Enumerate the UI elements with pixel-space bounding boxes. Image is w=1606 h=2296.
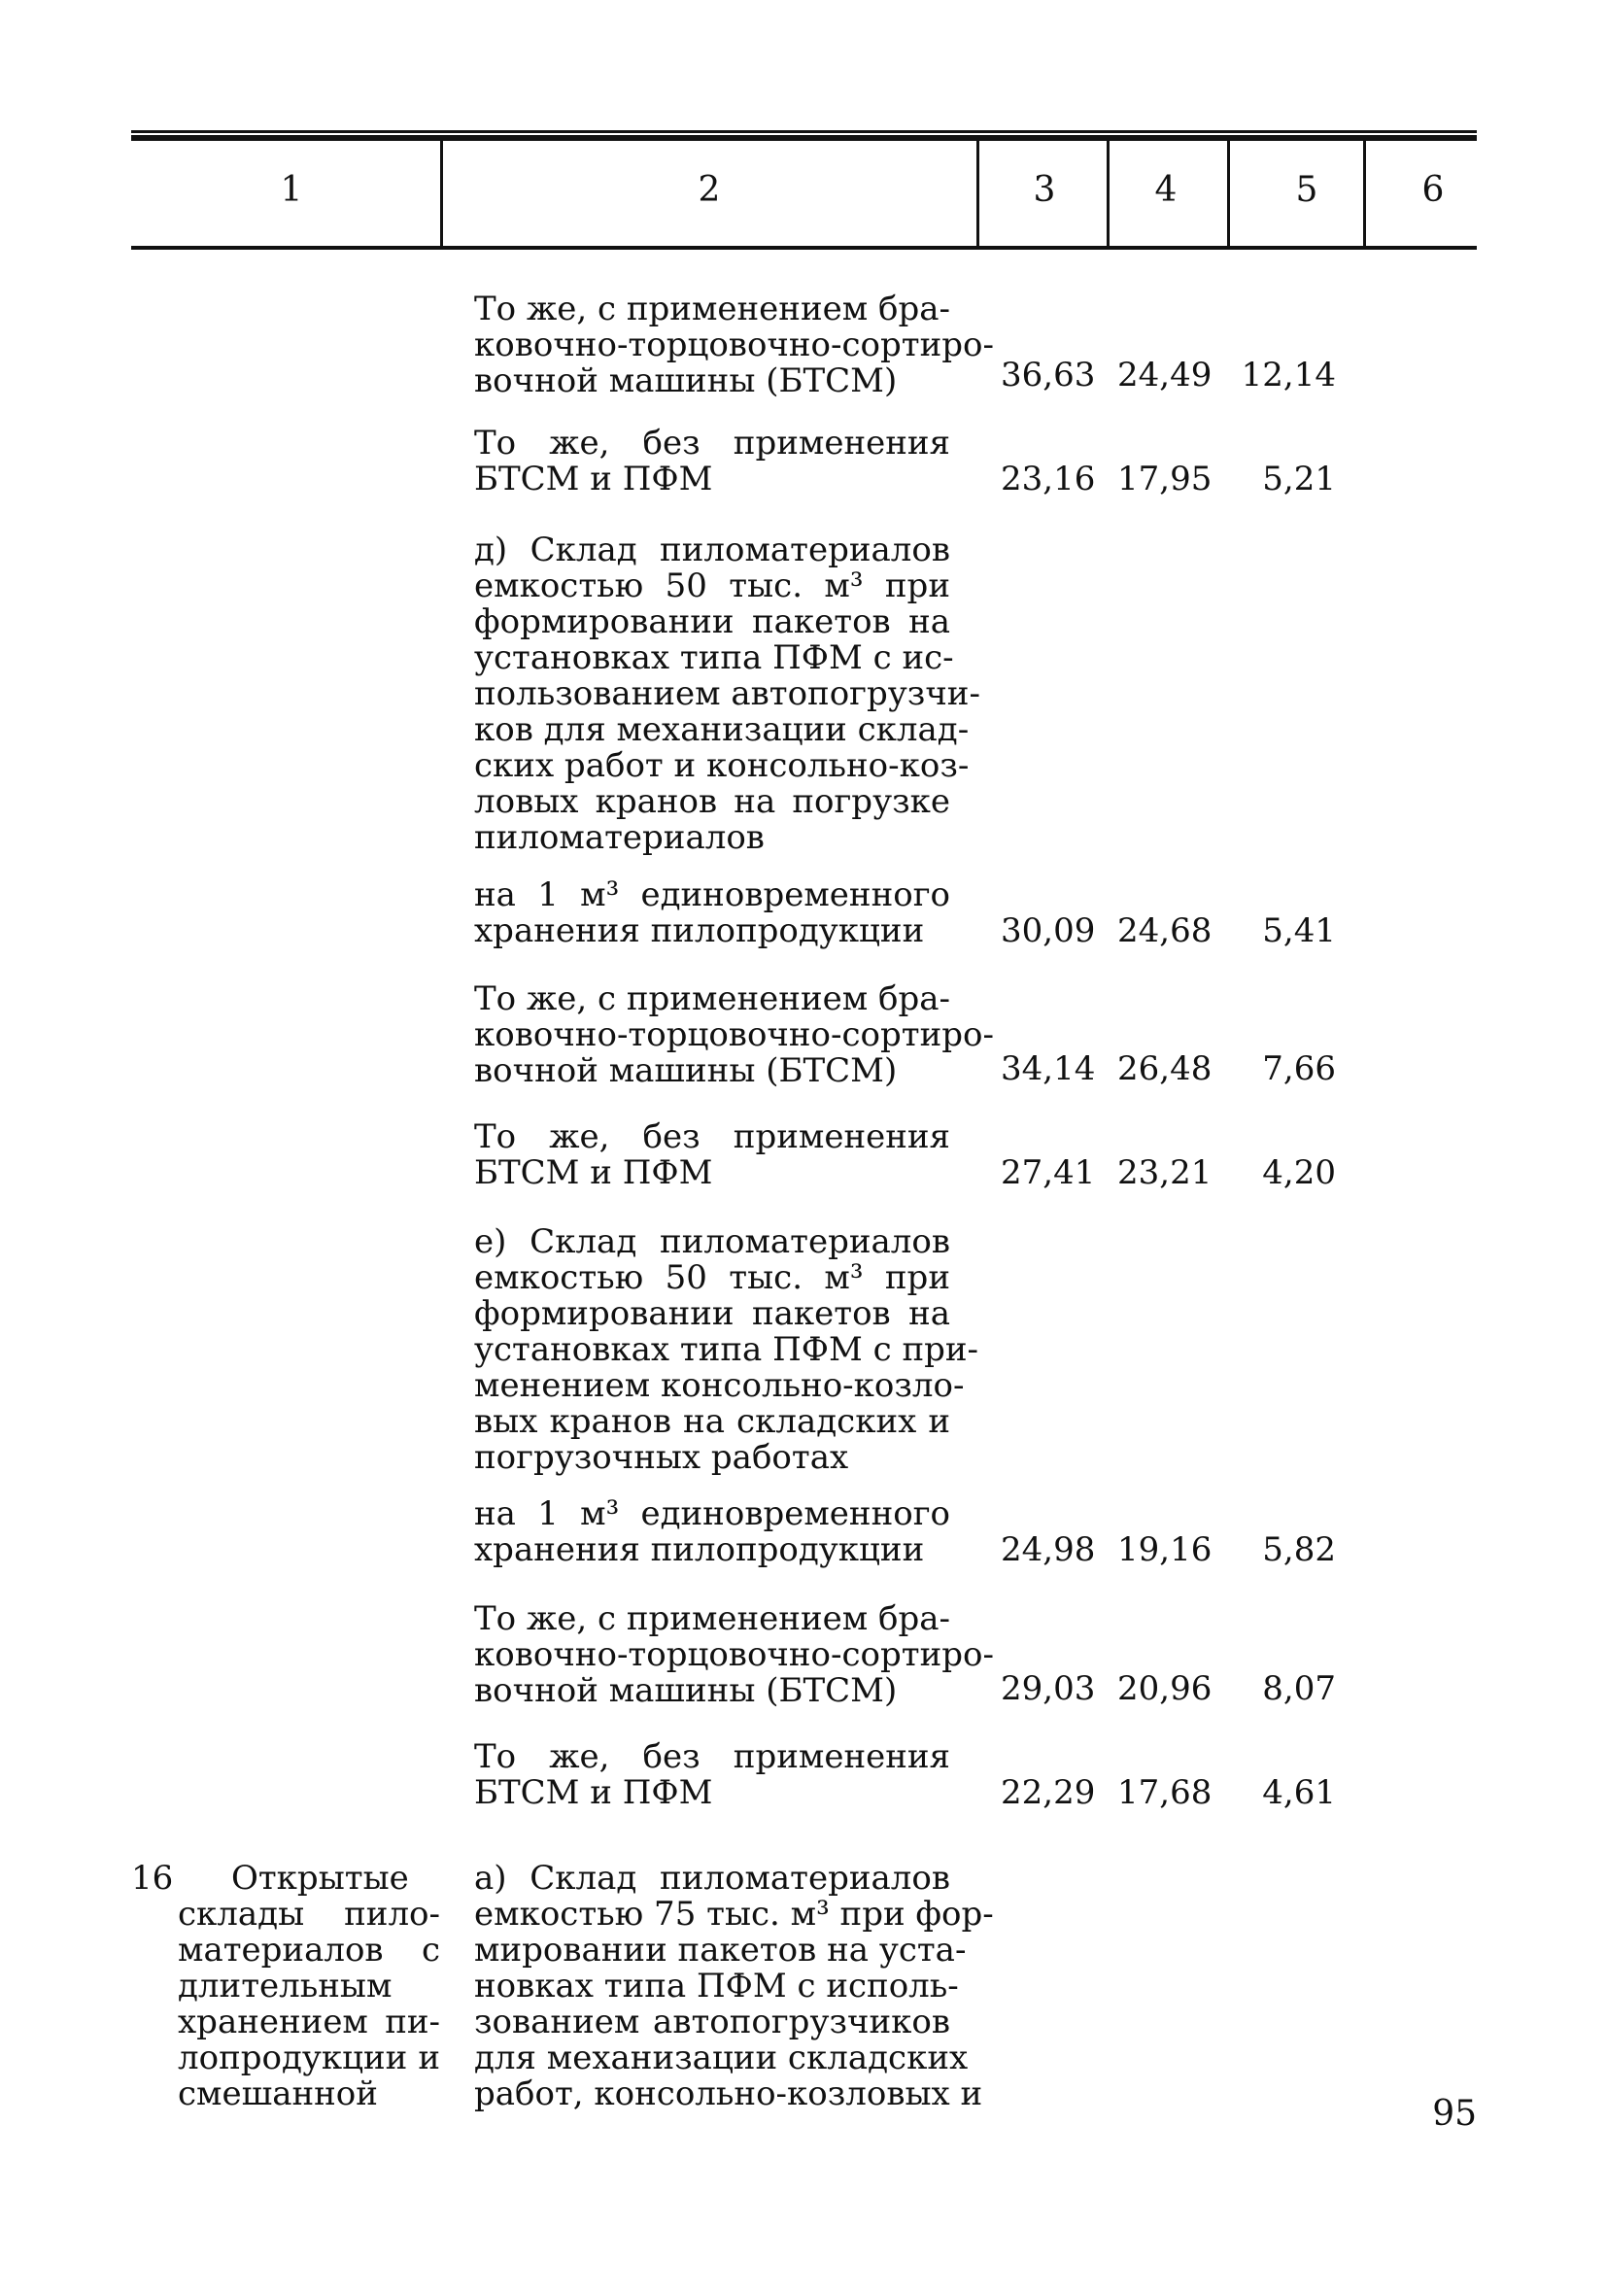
header-col-divider-2 bbox=[976, 141, 979, 246]
row-description: а) Склад пиломатериалов емкостью 75 тыс. м³ при фор- мировании пакетов на уста- новках типа ПФМ с исполь- зованием автопогрузчиков для механизации складских работ, консольно-козловых и bbox=[474, 1859, 994, 2113]
value-col-4: 19,16 bbox=[1117, 1530, 1213, 1569]
value-col-4: 20,96 bbox=[1117, 1669, 1213, 1708]
value-col-4: 24,49 bbox=[1117, 356, 1213, 394]
value-col-3: 22,29 bbox=[1001, 1773, 1096, 1812]
row-16-category: Открытые склады пило- материалов с длительным хранением пи- лопродукции и смешанной bbox=[178, 1859, 440, 2113]
value-col-5: 8,07 bbox=[1262, 1669, 1336, 1708]
value-col-5: 5,21 bbox=[1262, 460, 1336, 498]
value-col-3: 30,09 bbox=[1001, 911, 1096, 950]
value-col-4: 23,21 bbox=[1117, 1153, 1213, 1192]
value-col-3: 24,98 bbox=[1001, 1530, 1096, 1569]
value-col-4: 24,68 bbox=[1117, 911, 1213, 950]
header-col-1: 1 bbox=[280, 170, 303, 210]
row-description: на 1 м³ единовременного хранения пилопродукции bbox=[474, 1494, 950, 1569]
row-description: То же, с применением бра- ковочно-торцовочно-сортиро- вочной машины (БТСМ) bbox=[474, 1599, 994, 1710]
header-col-2: 2 bbox=[698, 170, 721, 210]
header-col-divider-4 bbox=[1227, 141, 1230, 246]
header-col-6: 6 bbox=[1421, 170, 1445, 210]
value-col-3: 29,03 bbox=[1001, 1669, 1096, 1708]
value-col-5: 7,66 bbox=[1262, 1049, 1336, 1088]
value-col-4: 17,95 bbox=[1117, 460, 1213, 498]
header-col-3: 3 bbox=[1033, 170, 1056, 210]
header-col-4: 4 bbox=[1154, 170, 1178, 210]
value-col-5: 5,41 bbox=[1262, 911, 1336, 950]
row-description: на 1 м³ единовременного хранения пилопродукции bbox=[474, 875, 950, 950]
value-col-5: 4,61 bbox=[1262, 1773, 1336, 1812]
value-col-3: 36,63 bbox=[1001, 356, 1096, 394]
header-col-5: 5 bbox=[1295, 170, 1318, 210]
row-description: То же, с применением бра- ковочно-торцовочно-сортиро- вочной машины (БТСМ) bbox=[474, 290, 994, 400]
value-col-3: 34,14 bbox=[1001, 1049, 1096, 1088]
header-top-rule bbox=[131, 135, 1477, 141]
header-col-divider-5 bbox=[1363, 141, 1366, 246]
value-col-5: 12,14 bbox=[1241, 356, 1336, 394]
header-top-rule-thin bbox=[131, 130, 1477, 133]
row-description: То же, без применения БТСМ и ПФМ bbox=[474, 424, 950, 498]
row-description: д) Склад пиломатериалов емкостью 50 тыс. м³ при формировании пакетов на установках типа ПФМ с ис- пользованием автопогрузчи- ков для механизации склад- ских работ и консольно-коз- ловых кранов на погрузке пиломатериалов bbox=[474, 531, 980, 857]
row-description: То же, с применением бра- ковочно-торцовочно-сортиро- вочной машины (БТСМ) bbox=[474, 979, 994, 1090]
row-description: е) Склад пиломатериалов емкостью 50 тыс. м³ при формировании пакетов на установках типа ПФМ с при- менением консольно-козло- вых кранов на складских и погрузочных работах bbox=[474, 1222, 979, 1477]
value-col-4: 17,68 bbox=[1117, 1773, 1213, 1812]
row-description: То же, без применения БТСМ и ПФМ bbox=[474, 1737, 950, 1812]
row-number: 16 bbox=[131, 1859, 174, 1898]
value-col-3: 23,16 bbox=[1001, 460, 1096, 498]
value-col-5: 4,20 bbox=[1262, 1153, 1336, 1192]
row-description: То же, без применения БТСМ и ПФМ bbox=[474, 1117, 950, 1192]
value-col-5: 5,82 bbox=[1262, 1530, 1336, 1569]
value-col-4: 26,48 bbox=[1117, 1049, 1213, 1088]
header-col-divider-3 bbox=[1107, 141, 1110, 246]
header-col-divider-1 bbox=[440, 141, 443, 246]
header-bottom-rule bbox=[131, 246, 1477, 250]
page-number: 95 bbox=[1432, 2094, 1477, 2134]
value-col-3: 27,41 bbox=[1001, 1153, 1096, 1192]
